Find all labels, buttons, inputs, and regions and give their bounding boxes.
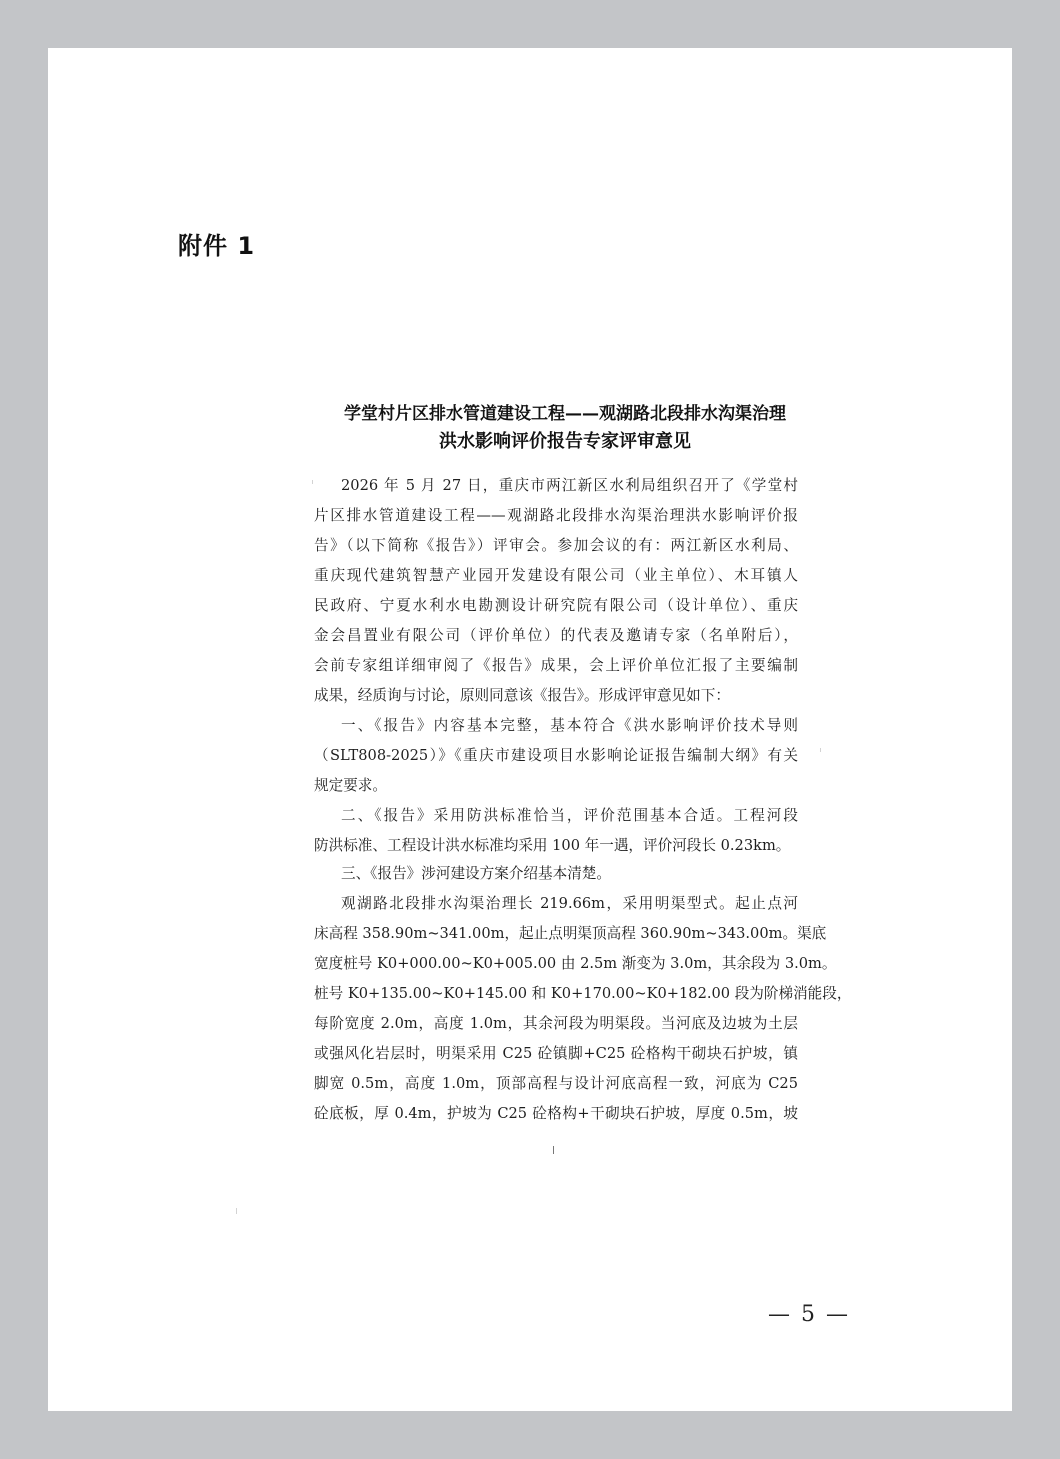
body-line: 防洪标准、工程设计洪水标准均采用 100 年一遇，评价河段长 0.23km。 — [314, 837, 791, 854]
body-line: 砼底板，厚 0.4m，护坡为 C25 砼格构+干砌块石护坡，厚度 0.5m，坡 — [314, 1105, 798, 1122]
scan-speck — [236, 1208, 237, 1214]
scan-speck — [820, 748, 821, 752]
body-line: 三、《报告》涉河建设方案介绍基本清楚。 — [341, 865, 611, 882]
body-line: 二、《报告》采用防洪标准恰当，评价范围基本合适。工程河段 — [341, 807, 798, 824]
attachment-label: 附件 1 — [178, 232, 256, 260]
scan-mark — [553, 1146, 554, 1154]
body-line: 每阶宽度 2.0m，高度 1.0m，其余河段为明渠段。当河底及边坡为土层 — [314, 1015, 798, 1032]
page-number: — 5 — — [768, 1302, 850, 1327]
body-line: 规定要求。 — [314, 777, 387, 794]
body-line: 观湖路北段排水沟渠治理长 219.66m，采用明渠型式。起止点河 — [341, 895, 798, 912]
body-line: 成果，经质询与讨论，原则同意该《报告》。形成评审意见如下： — [314, 687, 730, 704]
body-line: （SLT808-2025）》《重庆市建设项目水影响论证报告编制大纲》有关 — [314, 747, 798, 764]
body-line: 片区排水管道建设工程——观湖路北段排水沟渠治理洪水影响评价报 — [314, 507, 798, 524]
body-line: 金会昌置业有限公司（评价单位）的代表及邀请专家（名单附后）， — [314, 627, 798, 644]
document-title-line-1: 学堂村片区排水管道建设工程——观湖路北段排水沟渠治理 — [344, 404, 786, 424]
body-line: 2026 年 5 月 27 日，重庆市两江新区水利局组织召开了《学堂村 — [341, 477, 798, 494]
body-line: 床高程 358.90m~341.00m，起止点明渠顶高程 360.90m~343.00m。渠底 — [314, 925, 827, 942]
body-line: 告》（以下简称《报告》）评审会。参加会议的有：两江新区水利局、 — [314, 537, 798, 554]
document-title-line-2: 洪水影响评价报告专家评审意见 — [439, 431, 691, 452]
body-line: 民政府、宁夏水利水电勘测设计研究院有限公司（设计单位）、重庆 — [314, 597, 798, 614]
body-line: 桩号 K0+135.00~K0+145.00 和 K0+170.00~K0+182.00 段为阶梯消能段， — [314, 985, 852, 1002]
scan-speck — [312, 480, 313, 484]
body-line: 或强风化岩层时，明渠采用 C25 砼镇脚+C25 砼格构干砌块石护坡，镇 — [314, 1045, 798, 1062]
body-line: 一、《报告》内容基本完整，基本符合《洪水影响评价技术导则 — [341, 717, 798, 734]
body-line: 会前专家组详细审阅了《报告》成果，会上评价单位汇报了主要编制 — [314, 657, 798, 674]
body-line: 重庆现代建筑智慧产业园开发建设有限公司（业主单位）、木耳镇人 — [314, 567, 798, 584]
body-line: 脚宽 0.5m，高度 1.0m，顶部高程与设计河底高程一致，河底为 C25 — [314, 1075, 798, 1092]
body-line: 宽度桩号 K0+000.00~K0+005.00 由 2.5m 渐变为 3.0m，其余段为 3.0m。 — [314, 955, 837, 972]
